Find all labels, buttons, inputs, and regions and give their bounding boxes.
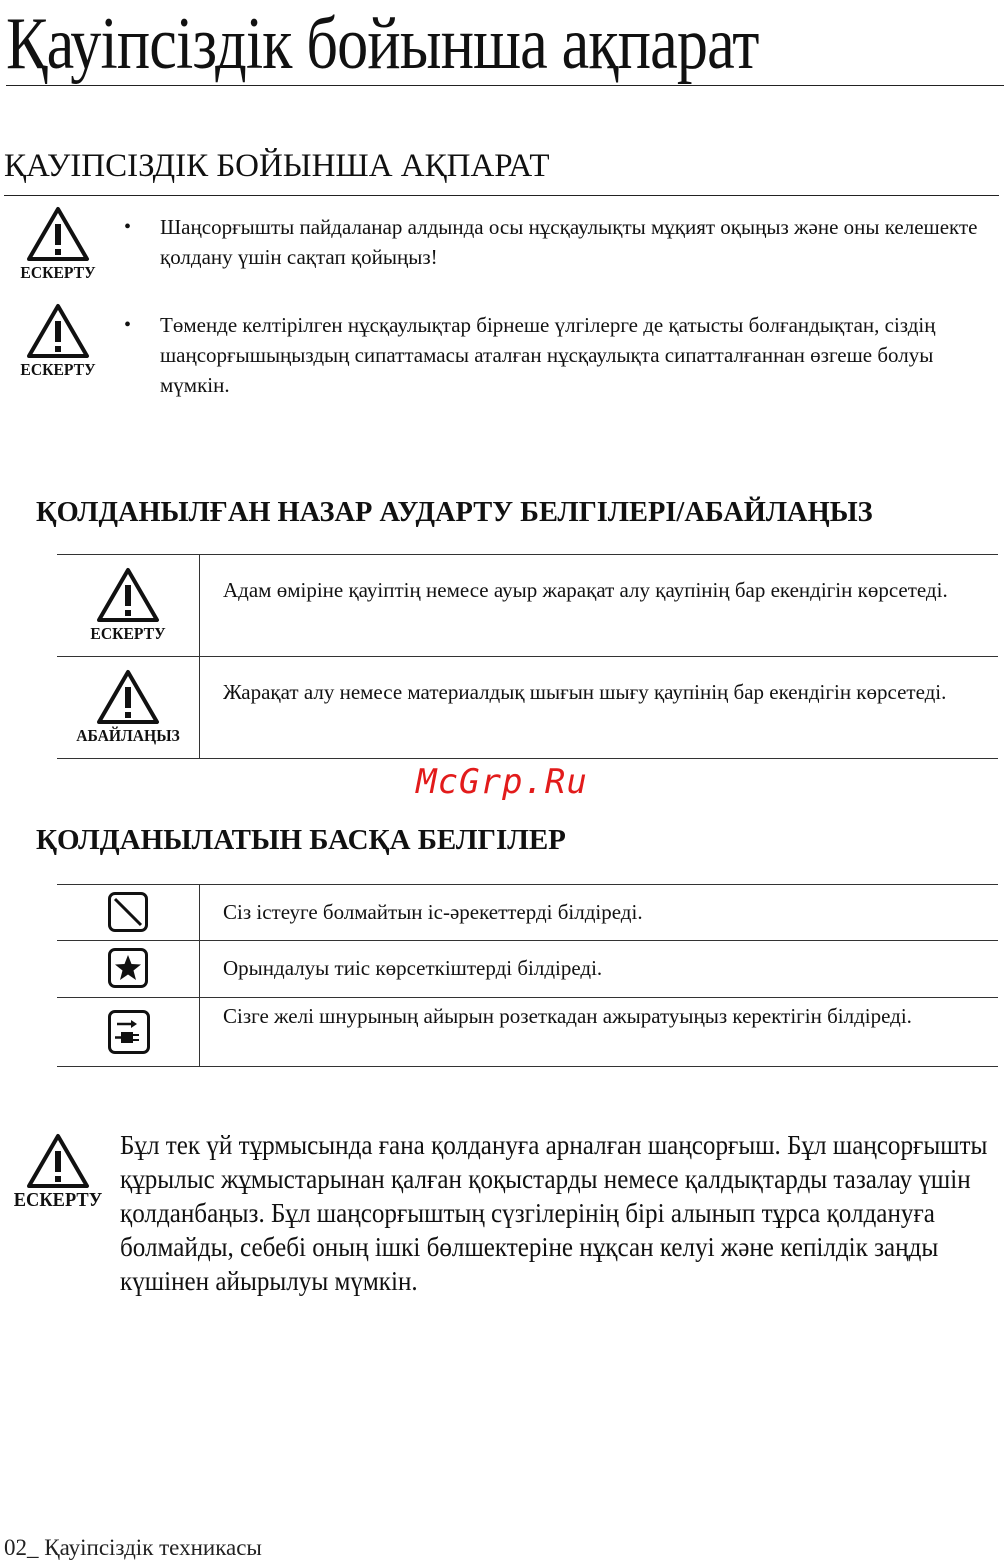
table-row	[57, 998, 998, 1067]
unplug-icon	[108, 1010, 150, 1054]
bullet-text: Шаңсорғышты пайдаланар алдында осы нұсқаулықты мұқият оқыңыз және оны келешекте қолдану үшін сақтап қойыңыз!	[160, 215, 978, 269]
page-footer: 02_ Қауіпсіздік техникасы	[4, 1535, 262, 1560]
warning-label: ЕСКЕРТУ	[13, 1189, 103, 1211]
warning-label: ЕСКЕРТУ	[20, 263, 96, 282]
note-text: Бұл тек үй тұрмысында ғана қолдануға арналған шаңсорғыш. Бұл шаңсорғышты құрылыс жұмыстарынан қалған қоқыстарды немесе қалдықтарды тазалау үшін қолданбаңыз. Бұл шаңсорғыштың сүзгілерінің бірі алынып тұрса қолдануға болмайды, себебі оның ішкі бөлшектеріне нұқсан келуі және кепілдік заңды күшінен айырылуы мүмкін.	[120, 1130, 988, 1296]
table-row	[57, 657, 998, 759]
bullet-text: Төменде келтірілген нұсқаулықтар бірнеше үлгілерге де қатысты болғандықтан, сіздің шаңсорғышыңыздың сипаттамасы аталған нұсқаулықта сипатталғаннан өзгеше болуы мүмкін.	[160, 313, 936, 397]
section-heading-warning-signs: ҚОЛДАНЫЛҒАН НАЗАР АУДАРТУ БЕЛГІЛЕРІ/АБАЙЛАҢЫЗ	[36, 496, 873, 528]
prohibited-icon	[108, 892, 148, 932]
section-heading-safety-info: ҚАУІПСІЗДІК БОЙЫНША АҚПАРАТ	[4, 148, 550, 184]
section-heading-other-signs: ҚОЛДАНЫЛАТЫН БАСҚА БЕЛГІЛЕР	[36, 824, 566, 856]
warning-badge	[8, 206, 108, 283]
table-cell-text: Орындалуы тиіс көрсеткіштерді білдіреді.	[223, 956, 603, 980]
warning-label: ЕСКЕРТУ	[20, 360, 96, 379]
warning-triangle-icon	[26, 206, 90, 262]
table-row	[57, 941, 998, 998]
table-cell-text: Сізге желі шнурының айырын розеткадан ажыратуыңыз керектігін білдіреді.	[223, 1004, 912, 1028]
warning-triangle-icon	[26, 303, 90, 359]
caution-badge	[65, 669, 191, 746]
title-divider	[6, 85, 1004, 86]
warning-badge	[8, 303, 108, 380]
warning-signs-table	[57, 554, 998, 759]
table-row	[57, 885, 998, 941]
other-signs-table	[57, 884, 998, 1067]
warning-triangle-icon	[96, 669, 160, 725]
caution-label: АБАЙЛАҢЫЗ	[76, 726, 180, 745]
section-divider	[4, 195, 999, 196]
page-title: Қауіпсіздік бойынша ақпарат	[6, 3, 759, 85]
warning-triangle-icon	[26, 1133, 90, 1189]
warning-label: ЕСКЕРТУ	[90, 624, 166, 643]
table-row	[57, 555, 998, 657]
warning-badge	[78, 567, 178, 644]
bullet: •	[124, 216, 132, 238]
bullet: •	[124, 314, 132, 336]
warning-badge	[8, 1133, 108, 1210]
table-cell-text: Жарақат алу немесе материалдық шығын шығу қаупінің бар екендігін көрсетеді.	[223, 680, 947, 704]
warning-triangle-icon	[96, 567, 160, 623]
table-cell-text: Сіз істеуге болмайтын іс-әрекеттерді білдіреді.	[223, 900, 643, 924]
watermark: McGrp.Ru	[416, 762, 588, 802]
table-cell-text: Адам өміріне қауіптің немесе ауыр жарақат алу қаупінің бар екендігін көрсетеді.	[223, 578, 948, 602]
star-icon	[108, 948, 148, 988]
